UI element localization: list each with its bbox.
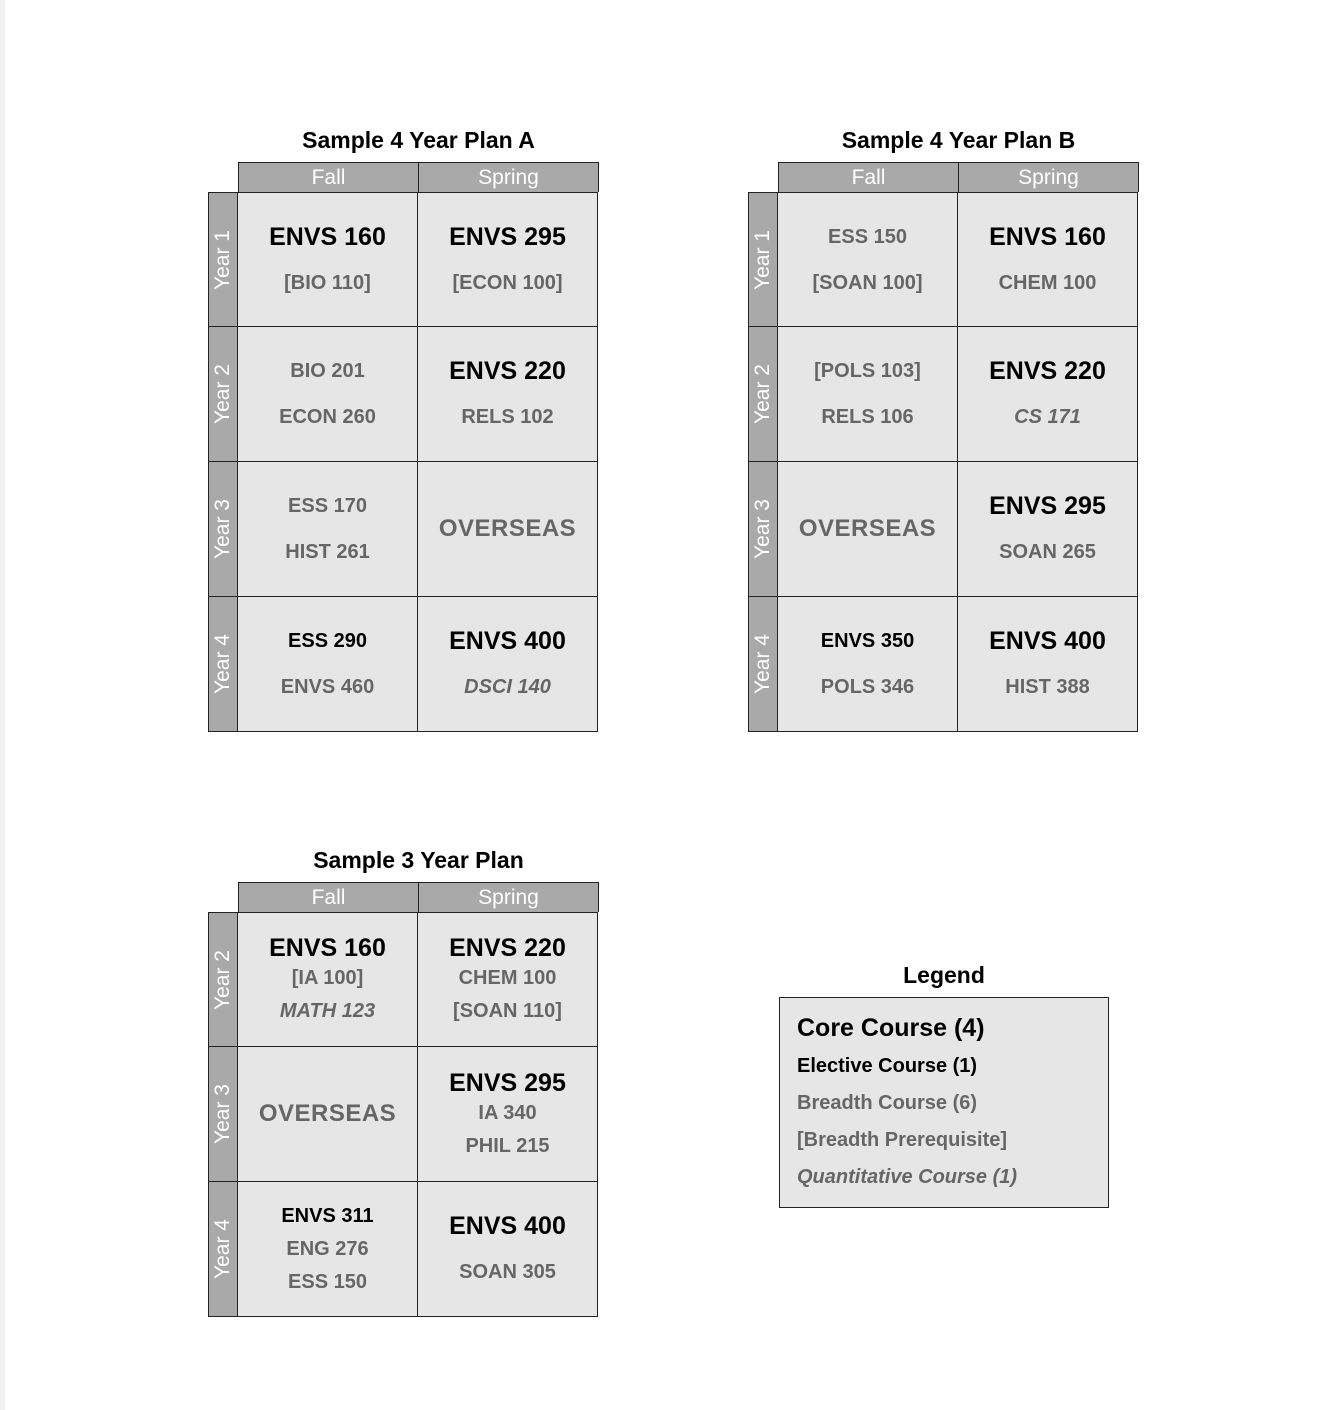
course-breadth: BIO 201	[290, 360, 365, 382]
year-row	[748, 327, 1139, 462]
course-breadth: RELS 102	[461, 406, 554, 428]
year-label	[208, 1047, 238, 1182]
course-core: ENVS 220	[449, 934, 566, 962]
overseas-label: OVERSEAS	[438, 515, 577, 542]
year-label	[748, 462, 778, 597]
course-elective: ENVS 350	[820, 630, 915, 652]
course-core: ENVS 295	[989, 492, 1106, 520]
course-prereq: [SOAN 110]	[453, 1000, 562, 1022]
semester-header-row	[238, 882, 599, 912]
year-label-text: Year 3	[211, 499, 235, 559]
plan-rows	[208, 192, 599, 732]
column-header-fall: Fall	[311, 886, 346, 909]
page-edge	[0, 0, 5, 1410]
plan-rows	[748, 192, 1139, 732]
year-label	[208, 1182, 238, 1317]
year-label	[208, 462, 238, 597]
year-label-text: Year 1	[211, 229, 235, 290]
plan-title: Sample 3 Year Plan	[313, 847, 524, 873]
spring-cell	[958, 327, 1138, 462]
year-row	[208, 327, 599, 462]
year-label	[208, 912, 238, 1047]
fall-cell	[778, 462, 958, 597]
legend-item-quant: Quantitative Course (1)	[797, 1166, 1018, 1188]
course-breadth: IA 340	[478, 1101, 537, 1124]
column-header-fall: Fall	[851, 166, 886, 189]
spring-cell	[418, 1047, 598, 1182]
overseas-label: OVERSEAS	[258, 1100, 397, 1127]
plan-rows	[208, 912, 599, 1317]
course-core: ENVS 160	[269, 222, 386, 251]
year-row	[748, 597, 1139, 732]
plan-title: Sample 4 Year Plan A	[302, 127, 535, 153]
year-row	[748, 462, 1139, 597]
course-prereq: [POLS 103]	[814, 360, 921, 382]
fall-cell	[778, 327, 958, 462]
year-label	[208, 192, 238, 327]
year-label-text: Year 3	[751, 499, 775, 559]
course-prereq: [IA 100]	[291, 967, 364, 989]
column-header-spring: Spring	[958, 163, 1138, 192]
course-prereq: [BIO 110]	[284, 271, 371, 294]
fall-cell	[238, 192, 418, 327]
course-breadth: SOAN 265	[999, 541, 1096, 563]
fall-cell	[778, 597, 958, 732]
course-elective: ENVS 311	[281, 1205, 374, 1227]
year-label-text: Year 4	[211, 1219, 235, 1279]
course-breadth: ESS 170	[288, 495, 367, 517]
course-breadth: PHIL 215	[465, 1134, 550, 1157]
spring-cell	[418, 1182, 598, 1317]
course-core: ENVS 220	[449, 357, 566, 385]
year-row	[208, 462, 599, 597]
year-row	[208, 192, 599, 327]
column-header-spring: Spring	[418, 883, 598, 912]
spring-cell	[958, 192, 1138, 327]
overseas-label: OVERSEAS	[798, 515, 937, 542]
year-label-text: Year 1	[751, 229, 775, 290]
year-row	[208, 597, 599, 732]
legend-item-prereq: [Breadth Prerequisite]	[797, 1129, 1008, 1151]
course-elective: ESS 290	[288, 630, 367, 652]
spring-cell	[418, 912, 598, 1047]
spring-cell	[418, 462, 598, 597]
plan-title: Sample 4 Year Plan B	[841, 127, 1076, 153]
legend-title: Legend	[903, 962, 985, 988]
year-row	[748, 192, 1139, 327]
course-breadth: ENVS 460	[280, 676, 375, 698]
course-breadth: RELS 106	[821, 406, 914, 428]
spring-cell	[958, 462, 1138, 597]
course-breadth: ESS 150	[828, 225, 907, 248]
course-breadth: ECON 260	[279, 406, 376, 428]
course-prereq: [ECON 100]	[452, 271, 563, 294]
fall-cell	[238, 597, 418, 732]
course-quant: DSCI 140	[464, 676, 551, 698]
semester-header-row	[238, 162, 599, 192]
course-breadth: HIST 261	[285, 541, 370, 563]
course-breadth: SOAN 305	[459, 1261, 556, 1283]
year-label	[208, 327, 238, 462]
legend-item-breadth: Breadth Course (6)	[797, 1092, 978, 1114]
course-core: ENVS 400	[989, 627, 1106, 655]
course-quant: MATH 123	[279, 1000, 376, 1022]
year-row	[208, 1047, 599, 1182]
fall-cell	[238, 1047, 418, 1182]
spring-cell	[418, 192, 598, 327]
year-label-text: Year 3	[211, 1084, 235, 1144]
course-breadth: CHEM 100	[458, 967, 557, 989]
legend-item-core: Core Course (4)	[797, 1014, 985, 1042]
legend-box	[779, 997, 1109, 1208]
year-label	[748, 597, 778, 732]
course-core: ENVS 295	[449, 1068, 566, 1097]
year-label-text: Year 2	[751, 364, 775, 424]
spring-cell	[958, 597, 1138, 732]
year-label-text: Year 4	[211, 634, 235, 694]
year-label-text: Year 4	[751, 634, 775, 694]
year-row	[208, 1182, 599, 1317]
course-prereq: [SOAN 100]	[812, 271, 923, 294]
year-label-text: Year 2	[211, 949, 235, 1010]
year-label	[748, 327, 778, 462]
course-core: ENVS 160	[989, 222, 1106, 251]
course-breadth: HIST 388	[1005, 676, 1090, 698]
course-breadth: CHEM 100	[998, 271, 1097, 294]
spring-cell	[418, 327, 598, 462]
column-header-spring: Spring	[418, 163, 598, 192]
course-core: ENVS 400	[449, 627, 566, 655]
course-breadth: ENG 276	[286, 1238, 369, 1260]
fall-cell	[778, 192, 958, 327]
course-quant: CS 171	[1014, 406, 1081, 428]
year-label	[208, 597, 238, 732]
course-core: ENVS 160	[269, 934, 386, 962]
course-breadth: ESS 150	[288, 1271, 367, 1293]
fall-cell	[238, 912, 418, 1047]
spring-cell	[418, 597, 598, 732]
year-label-text: Year 2	[211, 364, 235, 424]
course-core: ENVS 295	[449, 222, 566, 251]
semester-header-row	[778, 162, 1139, 192]
year-label	[748, 192, 778, 327]
year-row	[208, 912, 599, 1047]
course-core: ENVS 220	[989, 357, 1106, 385]
fall-cell	[238, 327, 418, 462]
fall-cell	[238, 1182, 418, 1317]
course-breadth: POLS 346	[820, 676, 915, 698]
course-core: ENVS 400	[449, 1212, 566, 1240]
fall-cell	[238, 462, 418, 597]
column-header-fall: Fall	[311, 166, 346, 189]
legend-item-elective: Elective Course (1)	[797, 1055, 978, 1077]
